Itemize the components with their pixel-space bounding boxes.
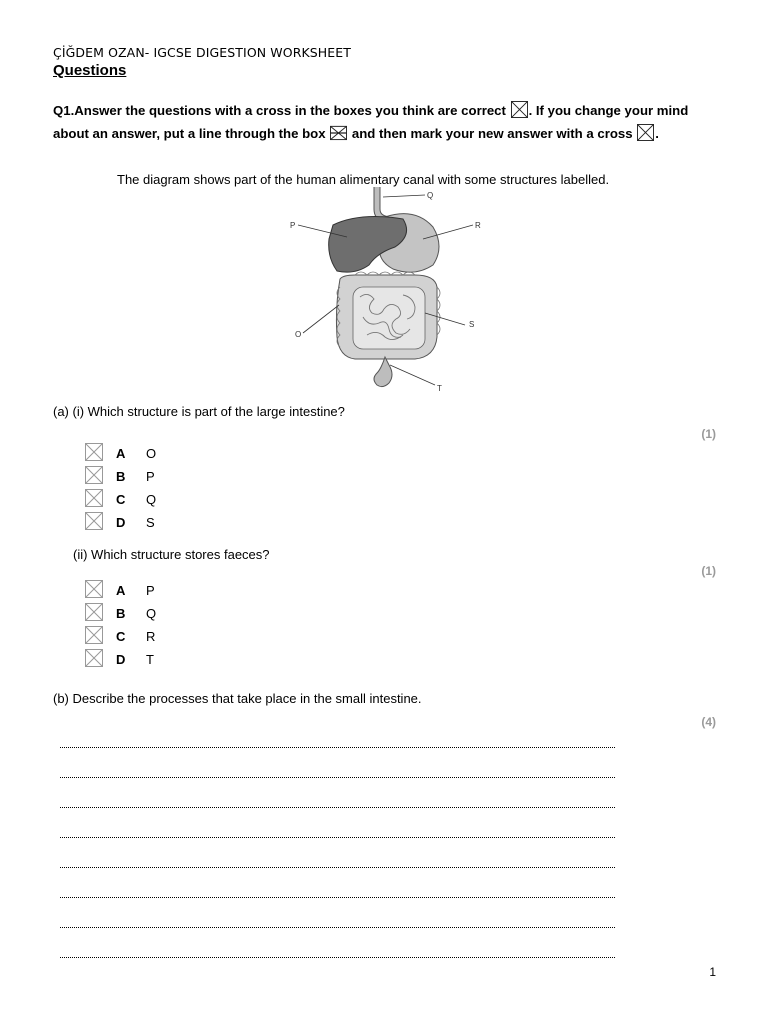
answer-box-icon[interactable]	[85, 580, 103, 598]
option-a-ii-B[interactable]	[85, 603, 205, 623]
answer-box-icon[interactable]	[85, 626, 103, 644]
marks-b: (4)	[701, 715, 716, 729]
crossed-box-icon	[637, 124, 654, 141]
answer-box-icon[interactable]	[85, 603, 103, 621]
option-a-i-B[interactable]	[85, 466, 205, 486]
answer-line[interactable]	[60, 776, 615, 778]
option-value: P	[146, 583, 155, 598]
answer-line[interactable]	[60, 926, 615, 928]
answer-box-icon[interactable]	[85, 489, 103, 507]
option-value: P	[146, 469, 155, 484]
crossed-box-icon	[511, 101, 528, 118]
instructions-part3: and then mark your new answer with a cross	[351, 126, 633, 141]
answer-line[interactable]	[60, 866, 615, 868]
instructions-part4: .	[655, 126, 659, 141]
answer-line[interactable]	[60, 806, 615, 808]
question-a-i: (a) (i) Which structure is part of the large intestine?	[53, 404, 345, 419]
option-value: Q	[146, 606, 157, 621]
answer-box-icon[interactable]	[85, 443, 103, 461]
label-t: T	[437, 384, 442, 392]
option-letter: C	[116, 629, 126, 644]
instructions-part1: Q1.Answer the questions with a cross in the boxes you think are correct	[53, 103, 506, 118]
marks-a-ii: (1)	[701, 564, 716, 578]
option-letter: B	[116, 606, 126, 621]
page-number: 1	[709, 965, 716, 979]
option-a-i-A[interactable]	[85, 443, 205, 463]
question-a-ii: (ii) Which structure stores faeces?	[73, 547, 270, 562]
option-value: Q	[146, 492, 157, 507]
option-letter: C	[116, 492, 126, 507]
answer-line[interactable]	[60, 956, 615, 958]
answer-line[interactable]	[60, 836, 615, 838]
option-a-ii-C[interactable]	[85, 626, 205, 646]
label-p: P	[290, 221, 296, 230]
option-letter: D	[116, 652, 126, 667]
instructions-part2: . If you change your mind about an answer, put a line through the box	[53, 103, 689, 141]
instructions	[53, 99, 718, 145]
option-letter: A	[116, 446, 126, 461]
option-letter: A	[116, 583, 126, 598]
answer-box-icon[interactable]	[85, 466, 103, 484]
answer-line[interactable]	[60, 746, 615, 748]
option-value: O	[146, 446, 157, 461]
answer-line[interactable]	[60, 896, 615, 898]
struck-crossed-box-icon	[330, 124, 347, 141]
option-a-i-C[interactable]	[85, 489, 205, 509]
question-b: (b) Describe the processes that take place in the small intestine.	[53, 691, 422, 706]
label-s: S	[469, 320, 475, 329]
answer-box-icon[interactable]	[85, 649, 103, 667]
worksheet-header: ÇİĞDEM OZAN- IGCSE DIGESTION WORKSHEET	[53, 45, 352, 60]
alimentary-canal-diagram	[285, 187, 485, 392]
option-letter: D	[116, 515, 126, 530]
option-letter: B	[116, 469, 126, 484]
marks-a-i: (1)	[701, 427, 716, 441]
label-o: O	[295, 330, 302, 339]
label-q: Q	[427, 191, 434, 200]
option-a-ii-A[interactable]	[85, 580, 205, 600]
option-a-ii-D[interactable]	[85, 649, 205, 669]
diagram-intro: The diagram shows part of the human alimentary canal with some structures labelled.	[117, 172, 610, 187]
label-r: R	[475, 221, 481, 230]
option-a-i-D[interactable]	[85, 512, 205, 532]
option-value: R	[146, 629, 156, 644]
page-title: Questions	[53, 62, 127, 79]
option-value: S	[146, 515, 155, 530]
answer-box-icon[interactable]	[85, 512, 103, 530]
option-value: T	[146, 652, 154, 667]
